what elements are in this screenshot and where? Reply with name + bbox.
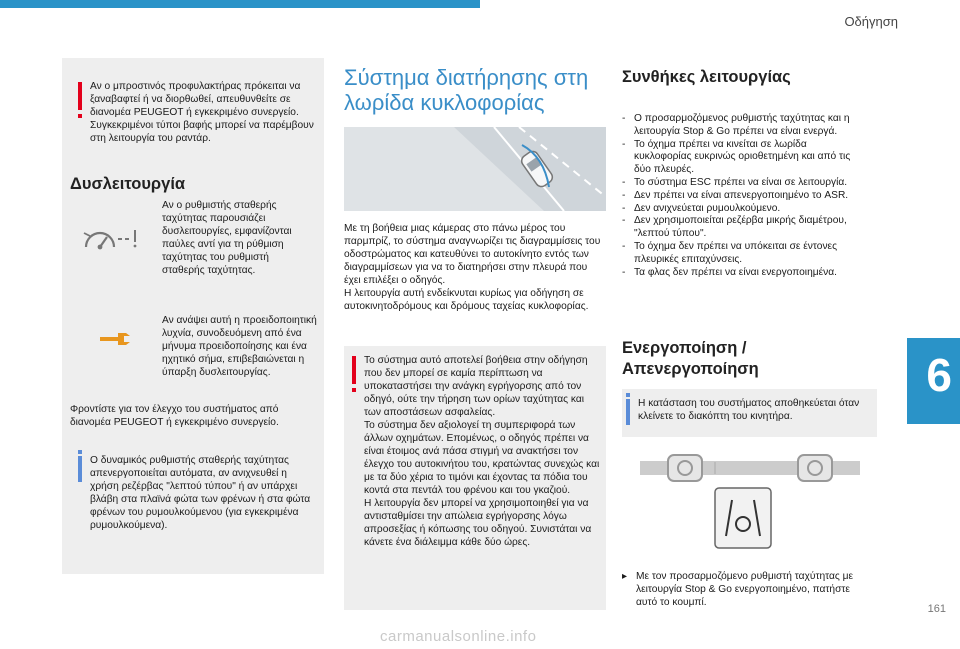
list-item: - Δεν χρησιμοποιείται ρεζέρβα μικρής διαμέτρου, "λεπτού τύπου".	[622, 215, 858, 241]
memory-info-box	[622, 389, 877, 437]
warning-icon	[352, 356, 356, 384]
top-accent-bar	[0, 0, 480, 8]
page-number: 161	[927, 603, 946, 615]
watermark: carmanualsonline.info	[380, 628, 537, 645]
activation-heading: Ενεργοποίηση / Απενεργοποίηση	[622, 339, 759, 378]
conditions-list	[622, 113, 858, 279]
section-title: Οδήγηση	[844, 14, 898, 29]
conditions-heading: Συνθήκες λειτουργίας	[622, 68, 791, 86]
malfunction-heading: Δυσλειτουργία	[70, 175, 186, 193]
lane-keeping-title: Σύστημα διατήρησης στη λωρίδα κυκλοφορίας	[344, 65, 589, 115]
check-text: Φροντίστε για τον έλεγχο του συστήματος από διανομέα PEUGEOT ή εγκεκριμένο συνεργείο.	[70, 404, 279, 428]
info-note-deactivation: Ο δυναμικός ρυθμιστής σταθερής ταχύτητας απενεργοποιείται αυτόματα, αν ανιχνευθεί η χρήση ρεζέρβας "λεπτού τύπου" ή αν υπάρχει βλάβη στα πλαϊνά φώτα των φρένων ή στα φώτα φρένων του ρυμουλκούμενου (για εγκεκριμένα ρυμουλκούμενα).	[78, 454, 318, 532]
warning-note-bumper: Αν ο μπροστινός προφυλακτήρας πρόκειται να ξαναβαφτεί ή να διορθωθεί, απευθυνθείτε σε διανομέα PEUGEOT ή εγκεκριμένο συνεργείο. Συγκεκριμένοι τύποι βαφής μπορεί να παρέμβουν στη λειτουργία του ραντάρ.	[78, 80, 318, 145]
steering-icon-left	[668, 455, 702, 481]
list-item: - Ο προσαρμοζόμενος ρυθμιστής ταχύτητας και η λειτουργία Stop & Go πρέπει να είναι ενεργά.	[622, 113, 858, 139]
list-item: - Δεν πρέπει να είναι απενεργοποιημένο το ASR.	[622, 190, 858, 203]
chapter-tab	[907, 338, 960, 424]
list-item: - Το όχημα πρέπει να κινείται σε λωρίδα κυκλοφορίας ευκρινώς οριοθετημένη και από τις δύο πλευρές.	[622, 139, 858, 177]
left-column-box	[62, 58, 324, 574]
arrow-bullet-icon: ▸	[622, 571, 628, 582]
list-item: - Δεν ανιχνεύεται ρυμουλκούμενο.	[622, 203, 858, 216]
cruise-fault-icon	[82, 221, 142, 253]
warning-note-lane: Το σύστημα αυτό αποτελεί βοήθεια στην οδήγηση που δεν μπορεί σε καμία περίπτωση να υποκαταστήσει την ανάγκη εγρήγορσης από τον οδηγό, ούτε την τήρηση των ορίων ταχύτητας και των αποστάσεων ασφαλείας. Το σύστημα δεν αξιολογεί τη συμπεριφορά των άλλων οχημάτων. Επομένως, ο οδηγός πρέπει να είναι έτοιμος ανά πάσα στιγμή να ανακτήσει τον έλεγχο του αυτοκινήτου του, κρατώντας συνεχώς και με τα δύο χέρια το τιμόνι και έχοντας τα πόδια του κοντά στα πεντάλ του φρένου και του γκαζιού. Η λειτουργία δεν μπορεί να χρησιμοποιηθεί για να αντισταθμίσει την απώλεια εγρήγορσης λόγω απροσεξίας ή κόπωσης του οδηγού. Συνιστάται να κάνετε ένα διάλειμμα κάθε δύο ώρες.	[352, 354, 602, 549]
malfunction-text-2: Αν ανάψει αυτή η προειδοποιητική λυχνία, συνοδευόμενη από ένα μήνυμα προειδοποίησης και ένα ηχητικό σήμα, επιβεβαιώνεται η ύπαρξη δυσλειτουργίας.	[162, 315, 317, 378]
chapter-number: 6	[926, 349, 952, 401]
lane-intro-2: Η λειτουργία αυτή ενδείκνυται κυρίως για οδήγηση σε αυτοκινητοδρόμους και δρόμους ταχείας κυκλοφορίας.	[344, 288, 589, 312]
wrench-icon	[98, 330, 132, 348]
lane-intro: Με τη βοήθεια μιας κάμερας στο πάνω μέρος του παρμπρίζ, το σύστημα αναγνωρίζει τις διαγραμμίσεις του οδοστρώματος και κατευθύνει το αυτοκίνητο εντός των διαγραμμίσεων για να το διατηρήσει στην πλευρά που έχει επιλέξει ο οδηγός.	[344, 223, 601, 286]
list-item: - Το σύστημα ESC πρέπει να είναι σε λειτουργία.	[622, 177, 858, 190]
button-illustration	[630, 448, 870, 558]
info-icon	[78, 456, 82, 482]
info-icon	[626, 399, 630, 425]
lane-warning-box	[344, 346, 606, 610]
list-item: - Τα φλας δεν πρέπει να είναι ενεργοποιημένα.	[622, 267, 858, 280]
malfunction-text-1: Αν ο ρυθμιστής σταθερής ταχύτητας παρουσιάζει δυσλειτουργίες, εμφανίζονται παύλες αντί για τη ρύθμιση ταχύτητας του ρυθμιστή σταθερής ταχύτητας.	[162, 200, 292, 276]
info-note-memory: Η κατάσταση του συστήματος αποθηκεύεται όταν κλείνετε το διακόπτη του κινητήρα.	[626, 397, 871, 423]
warning-icon	[78, 82, 82, 110]
list-item: - Το όχημα δεν πρέπει να υπόκειται σε έντονες πλευρικές επιταχύνσεις.	[622, 241, 858, 267]
lane-illustration	[344, 127, 606, 211]
final-instruction: Με τον προσαρμοζόμενο ρυθμιστή ταχύτητας με λειτουργία Stop & Go ενεργοποιημένο, πατήστε αυτό το κουμπί.	[636, 571, 854, 608]
